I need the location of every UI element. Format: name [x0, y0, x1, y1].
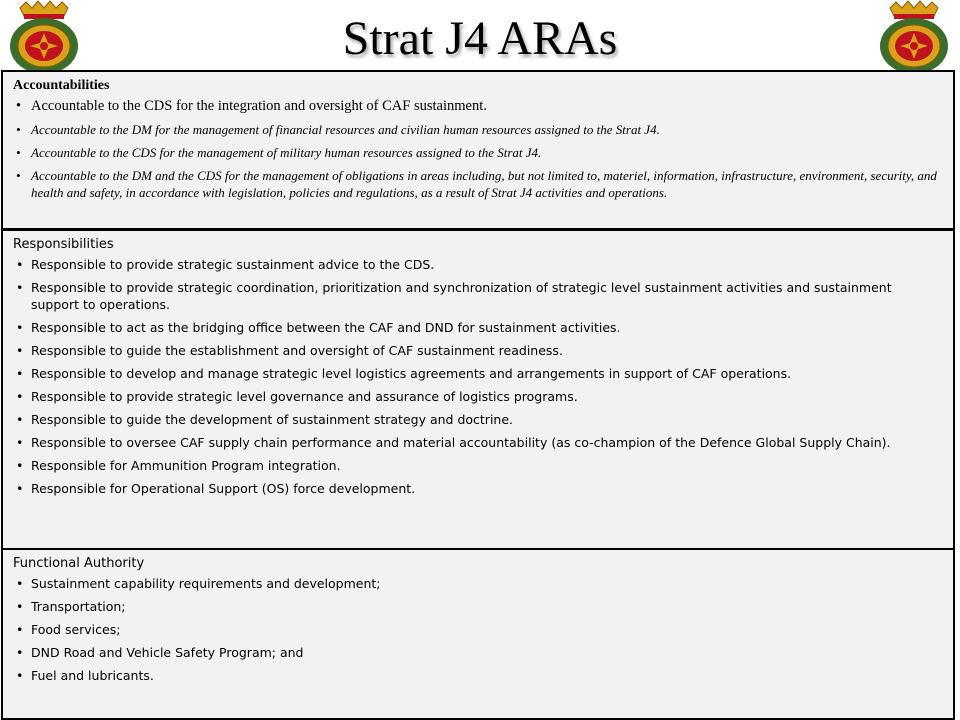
list-item: • Responsible to provide strategic coordination, prioritization and synchronization of strategic level sustainment activities and sustainment support to operations. [13, 279, 943, 313]
list-item: • Responsible for Operational Support (OS) force development. [13, 480, 943, 497]
list-item: • Responsible to provide strategic level governance and assurance of logistics programs. [13, 388, 943, 405]
list-item: • Sustainment capability requirements and development; [13, 575, 943, 592]
functional-authority-list [13, 575, 943, 684]
list-item: • Responsible to act as the bridging office between the CAF and DND for sustainment activities. [13, 319, 943, 336]
accountabilities-panel [1, 70, 955, 230]
list-item: • DND Road and Vehicle Safety Program; and [13, 644, 943, 661]
list-item: • Responsible for Ammunition Program integration. [13, 457, 943, 474]
list-item: • Transportation; [13, 598, 943, 615]
list-item: • Fuel and lubricants. [13, 667, 943, 684]
functional-authority-panel [1, 548, 955, 720]
list-item: • Responsible to provide strategic sustainment advice to the CDS. [13, 256, 943, 273]
responsibilities-list [13, 256, 943, 497]
page-title: Strat J4 ARAs [342, 12, 618, 65]
list-item: • Responsible to guide the establishment and oversight of CAF sustainment readiness. [13, 342, 943, 359]
accountabilities-list [13, 98, 943, 201]
list-item: • Responsible to develop and manage strategic level logistics agreements and arrangements in support of CAF operations. [13, 365, 943, 382]
functional-authority-heading: Functional Authority [13, 556, 145, 571]
list-item: • Accountable to the CDS for the integration and oversight of CAF sustainment. [13, 98, 943, 115]
list-item: • Responsible to guide the development of sustainment strategy and doctrine. [13, 411, 943, 428]
list-item: • Accountable to the CDS for the management of military human resources assigned to the Strat J4. [13, 144, 943, 161]
list-item: • Accountable to the DM for the management of financial resources and civilian human resources assigned to the Strat J4. [13, 121, 943, 138]
responsibilities-heading: Responsibilities [13, 237, 114, 252]
list-item: • Responsible to oversee CAF supply chain performance and material accountability (as co-champion of the Defence Global Supply Chain). [13, 434, 943, 451]
responsibilities-panel [1, 229, 955, 550]
list-item: • Accountable to the DM and the CDS for the management of obligations in areas including, but not limited to, materiel, information, infrastructure, environment, security, and health and safety, in accordance with legislation, policies and regulations, as a result of Strat J4 activities and operations. [13, 167, 943, 201]
accountabilities-heading: Accountabilities [13, 78, 110, 93]
list-item: • Food services; [13, 621, 943, 638]
